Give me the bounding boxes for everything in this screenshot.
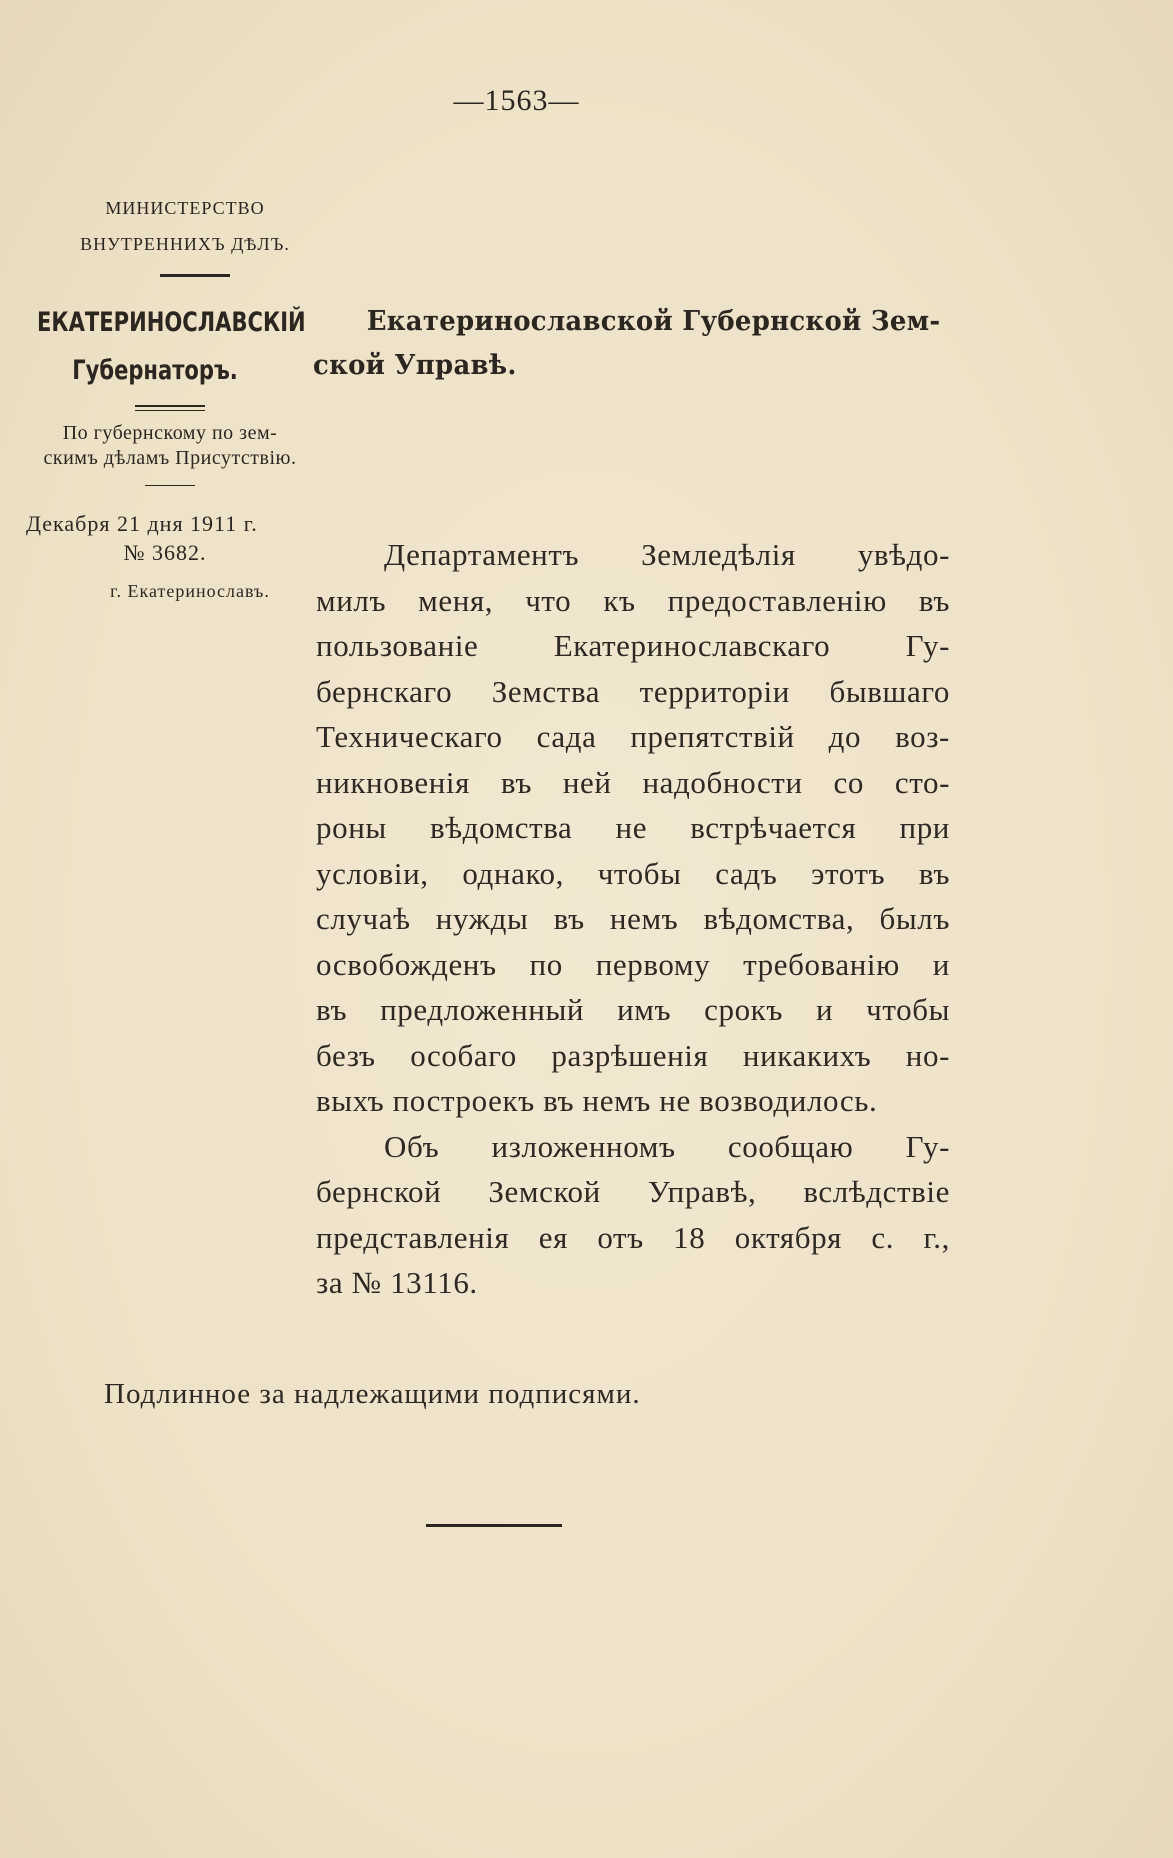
body-line: условіи, однако, чтобы садъ этотъ въ	[316, 855, 950, 891]
body-line: Объ изложенномъ сообщаю Гу-	[384, 1128, 950, 1164]
body-line: выхъ построекъ въ немъ не возводилось.	[316, 1083, 878, 1118]
addressee	[313, 300, 941, 388]
document-date: Декабря 21 дня 1911 г.	[26, 511, 258, 536]
body-line: представленія ея отъ 18 октября с. г.,	[316, 1219, 950, 1255]
body-line: Техническаго сада препятствій до воз-	[316, 719, 950, 754]
governor-subtitle: Губернаторъ.	[72, 355, 238, 386]
body-line: Департаментъ Земледѣлія увѣдо-	[384, 537, 950, 572]
ministry-line-1: МИНИСТЕРСТВО	[105, 198, 265, 218]
signature-note: Подлинное за надлежащими подписями.	[104, 1378, 641, 1410]
ministry-line-2: ВНУТРЕННИХЪ ДѢЛЪ.	[80, 234, 290, 254]
header-double-rule	[135, 405, 205, 411]
body-line: никновенія въ ней надобности со сто-	[316, 764, 950, 800]
sender-header	[20, 190, 320, 614]
body-line: безъ особаго разрѣшенія никакихъ но-	[316, 1037, 950, 1073]
presence-line-1: По губернскому по зем-	[62, 422, 278, 444]
body-line: милъ меня, что къ предоставленію въ	[316, 582, 950, 618]
presence-line-2: скимъ дѣламъ Присутствію.	[43, 447, 297, 469]
body-line: бернскаго Земства территоріи бывшаго	[316, 673, 950, 709]
document-number: № 3682.	[123, 540, 207, 565]
page-number: —1563—	[453, 84, 580, 117]
letter-body	[316, 532, 950, 1306]
body-line: за № 13116.	[316, 1265, 478, 1300]
body-line: освобожденъ по первому требованію и	[316, 946, 950, 982]
governor-title: ЕКАТЕРИНОСЛАВСКІЙ	[36, 307, 306, 338]
addressee-line-1: Екатеринославской Губернской Зем-	[366, 306, 941, 337]
body-line: роны вѣдомства не встрѣчается при	[316, 810, 950, 845]
header-rule	[160, 274, 230, 277]
body-line: случаѣ нужды въ немъ вѣдомства, былъ	[316, 901, 950, 936]
addressee-line-2: ской Управѣ.	[313, 350, 517, 381]
body-line: въ предложенный имъ срокъ и чтобы	[316, 992, 950, 1027]
document-place: г. Екатеринославъ.	[110, 581, 270, 601]
header-short-rule	[145, 485, 195, 486]
end-rule	[426, 1524, 562, 1527]
body-line: бернской Земской Управѣ, вслѣдствіе	[316, 1174, 950, 1209]
body-line: пользованіе Екатеринославскаго Гу-	[316, 628, 950, 663]
